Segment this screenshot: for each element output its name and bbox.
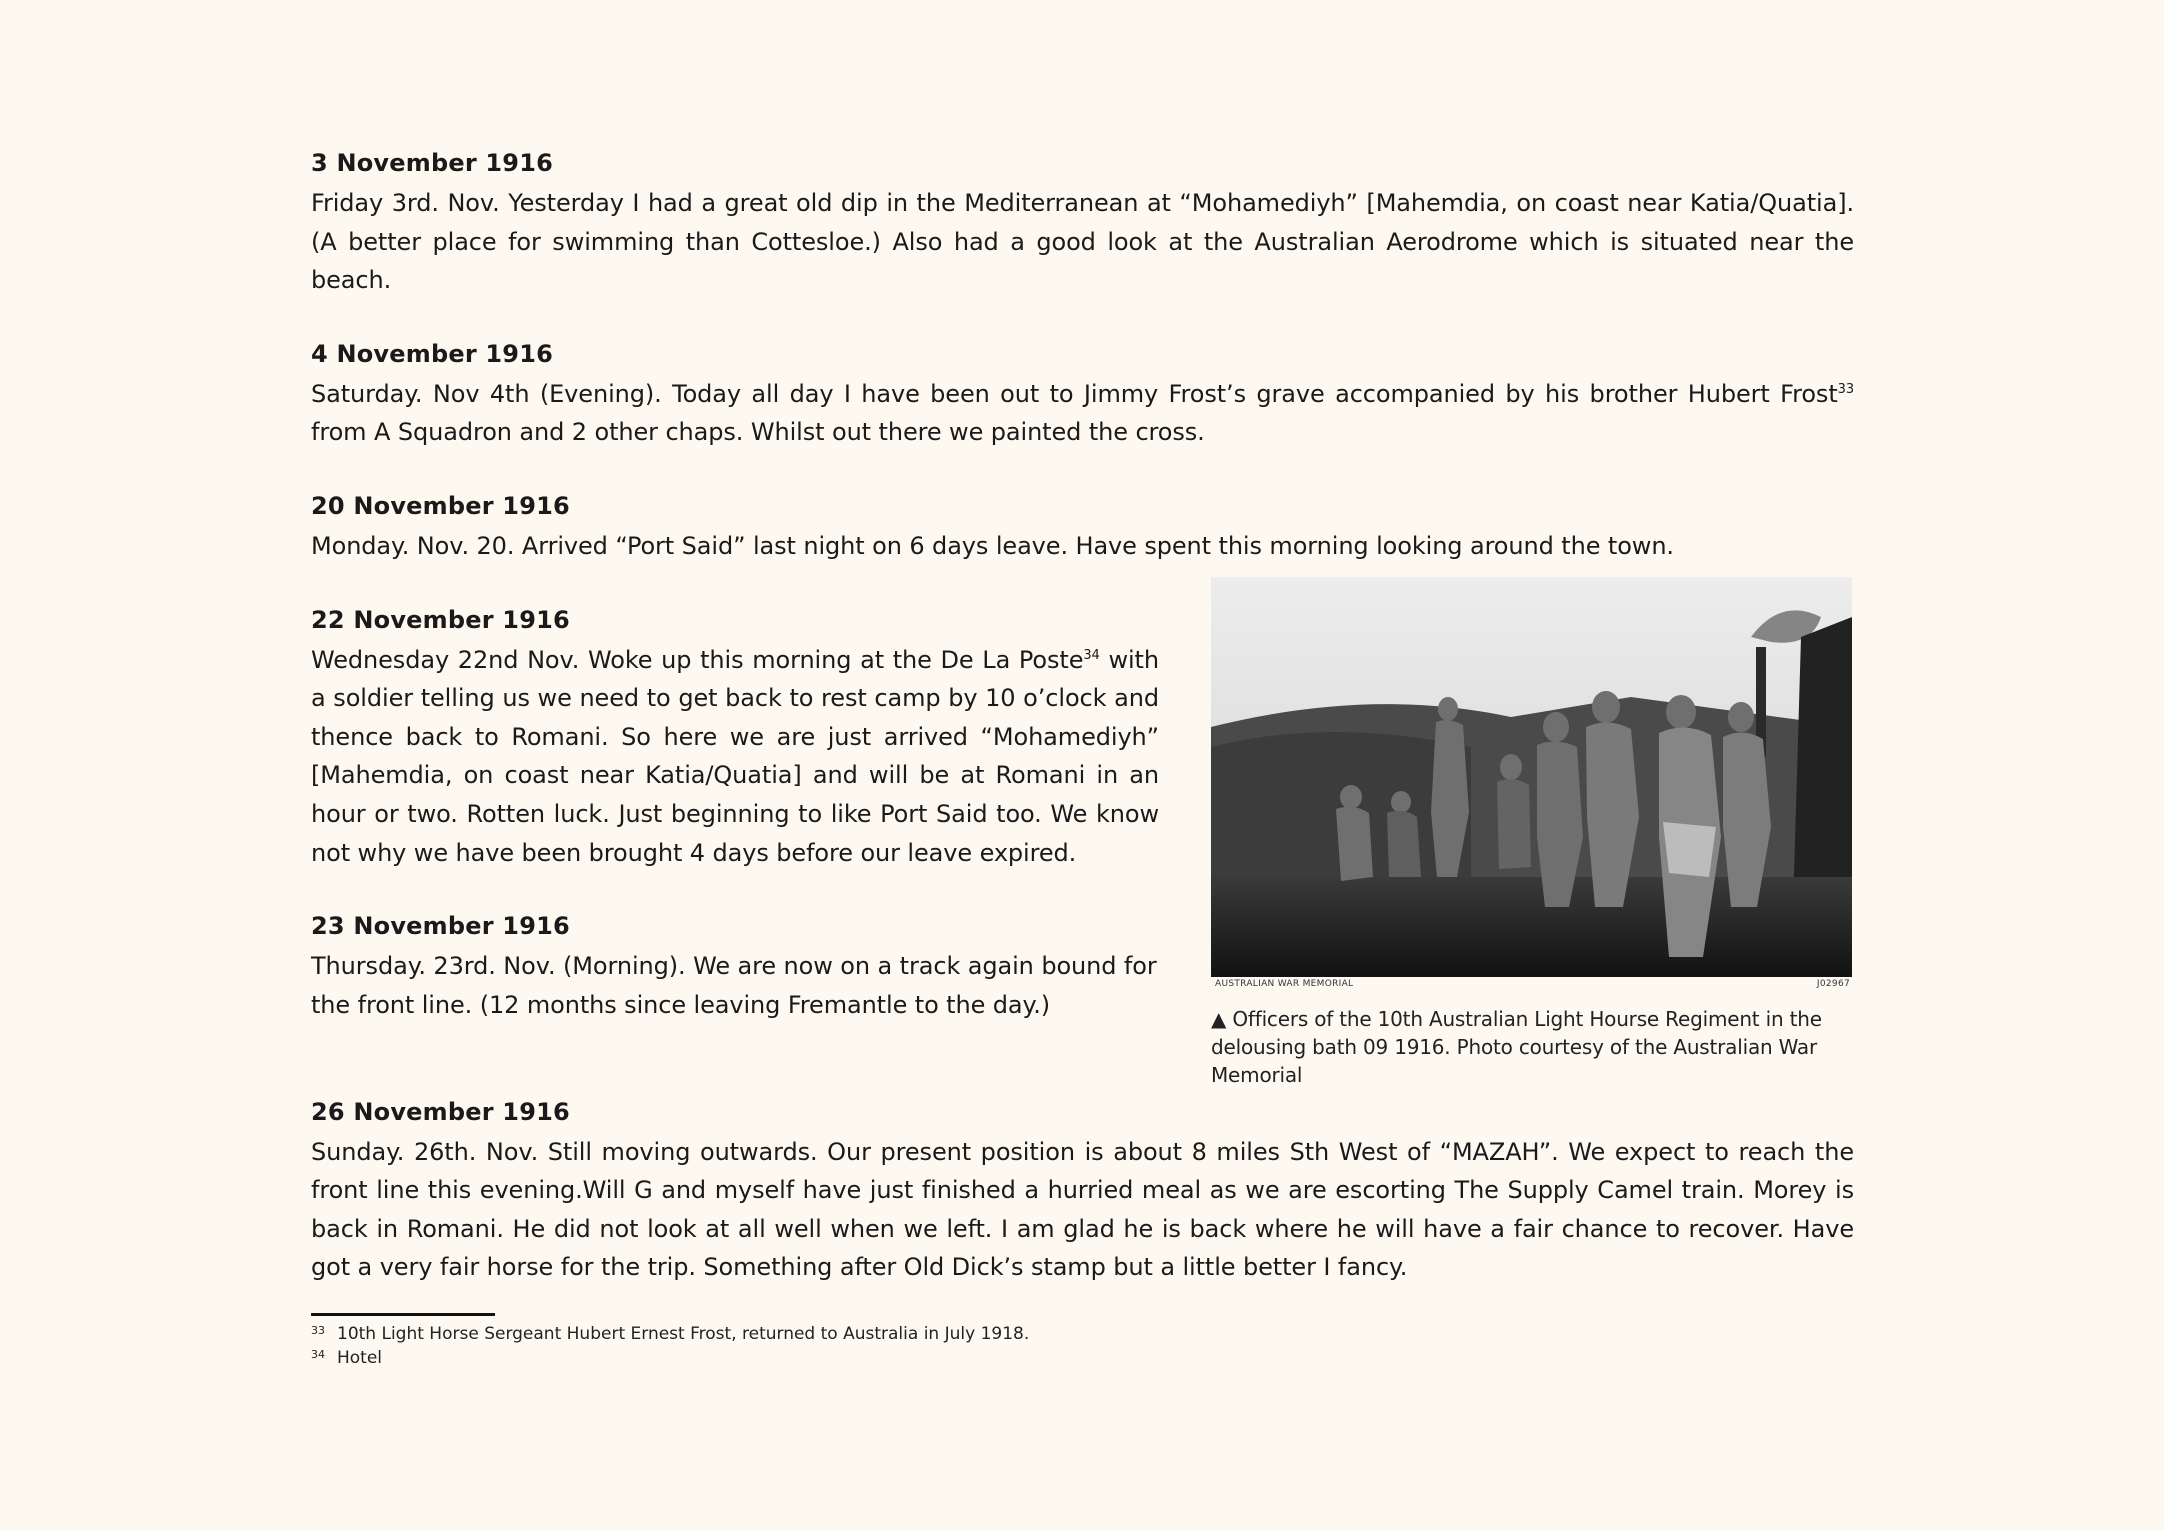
diary-entry-20-nov xyxy=(311,489,1854,566)
historical-photo xyxy=(1211,577,1852,977)
entry-heading: 4 November 1916 xyxy=(311,339,554,368)
entry-heading: 20 November 1916 xyxy=(311,491,570,520)
entry-text-part: Saturday. Nov 4th (Evening). Today all day I have been out to Jimmy Frost’s grave accompanied by his brother Hubert Frost xyxy=(311,379,1838,408)
entry-text xyxy=(311,375,1854,452)
diary-entry-23-nov xyxy=(311,909,1159,1024)
entry-text: Sunday. 26th. Nov. Still moving outwards. Our present position is about 8 miles Sth West of “MAZAH”. We expect to reach the front line this evening.Will G and myself have just finished a hurried meal as we are escorting The Supply Camel train. Morey is back in Romani. He did not look at all well when we left. I am glad he is back where he will have a fair chance to recover. Have got a very fair horse for the trip. Something after Old Dick’s stamp but a little better I fancy. xyxy=(311,1137,1854,1282)
footnote-reference: 34 xyxy=(1083,647,1100,663)
entry-text xyxy=(311,641,1159,873)
footnote-divider xyxy=(311,1313,495,1316)
footnote-33 xyxy=(311,1322,1854,1346)
footnote-number: 34 xyxy=(311,1347,325,1361)
entry-text: Friday 3rd. Nov. Yesterday I had a great old dip in the Mediterranean at “Mohamediyh” [Mahemdia, on coast near Katia/Quatia]. (A better place for swimming than Cottesloe.) Also had a good look at the Australian Aerodrome which is situated near the beach. xyxy=(311,189,1854,295)
footnote-text: Hotel xyxy=(337,1347,383,1368)
photo-figure xyxy=(1211,577,1854,1089)
two-column-section xyxy=(311,603,1854,1089)
entry-heading: 23 November 1916 xyxy=(311,912,570,941)
entry-heading: 3 November 1916 xyxy=(311,149,554,177)
entry-text-part: from A Squadron and 2 other chaps. Whilst out there we painted the cross. xyxy=(311,418,1205,447)
photo-caption: ▲ Officers of the 10th Australian Light Hourse Regiment in the delousing bath 09 1916. Photo courtesy of the Australian War Memorial xyxy=(1211,1006,1822,1087)
footnote-reference: 33 xyxy=(1837,381,1854,397)
entry-heading: 22 November 1916 xyxy=(311,605,570,634)
entry-text: Thursday. 23rd. Nov. (Morning). We are now on a track again bound for the front line. (12 months since leaving Fremantle to the day.) xyxy=(311,952,1157,1019)
photo-credit-source: AUSTRALIAN WAR MEMORIAL xyxy=(1215,978,1354,989)
photo-accession-number: J02967 xyxy=(1816,978,1850,989)
document-page xyxy=(311,146,1854,1370)
entry-text: Monday. Nov. 20. Arrived “Port Said” last night on 6 days leave. Have spent this morning looking around the town. xyxy=(311,531,1674,560)
entry-text-part: with a soldier telling us we need to get back to rest camp by 10 o’clock and thence back to Romani. So here we are just arrived “Mohamediyh” [Mahemdia, on coast near Katia/Quatia] and will be at Romani in an hour or two. Rotten luck. Just beginning to like Port Said too. We know not why we have been brought 4 days before our leave expired. xyxy=(311,645,1159,867)
footnote-text: 10th Light Horse Sergeant Hubert Ernest Frost, returned to Australia in July 1918. xyxy=(337,1323,1030,1344)
diary-entry-4-nov xyxy=(311,337,1854,452)
diary-entry-22-nov xyxy=(311,603,1159,873)
footnote-34 xyxy=(311,1346,1854,1370)
left-column xyxy=(311,603,1159,1062)
footnote-number: 33 xyxy=(311,1323,325,1337)
photo-illustration xyxy=(1211,577,1852,977)
diary-entry-26-nov xyxy=(311,1095,1854,1287)
photo-credit-line xyxy=(1211,979,1854,989)
diary-entry-3-nov xyxy=(311,146,1854,300)
entry-heading: 26 November 1916 xyxy=(311,1097,570,1126)
entry-text-part: Wednesday 22nd Nov. Woke up this morning at the De La Poste xyxy=(311,645,1084,674)
